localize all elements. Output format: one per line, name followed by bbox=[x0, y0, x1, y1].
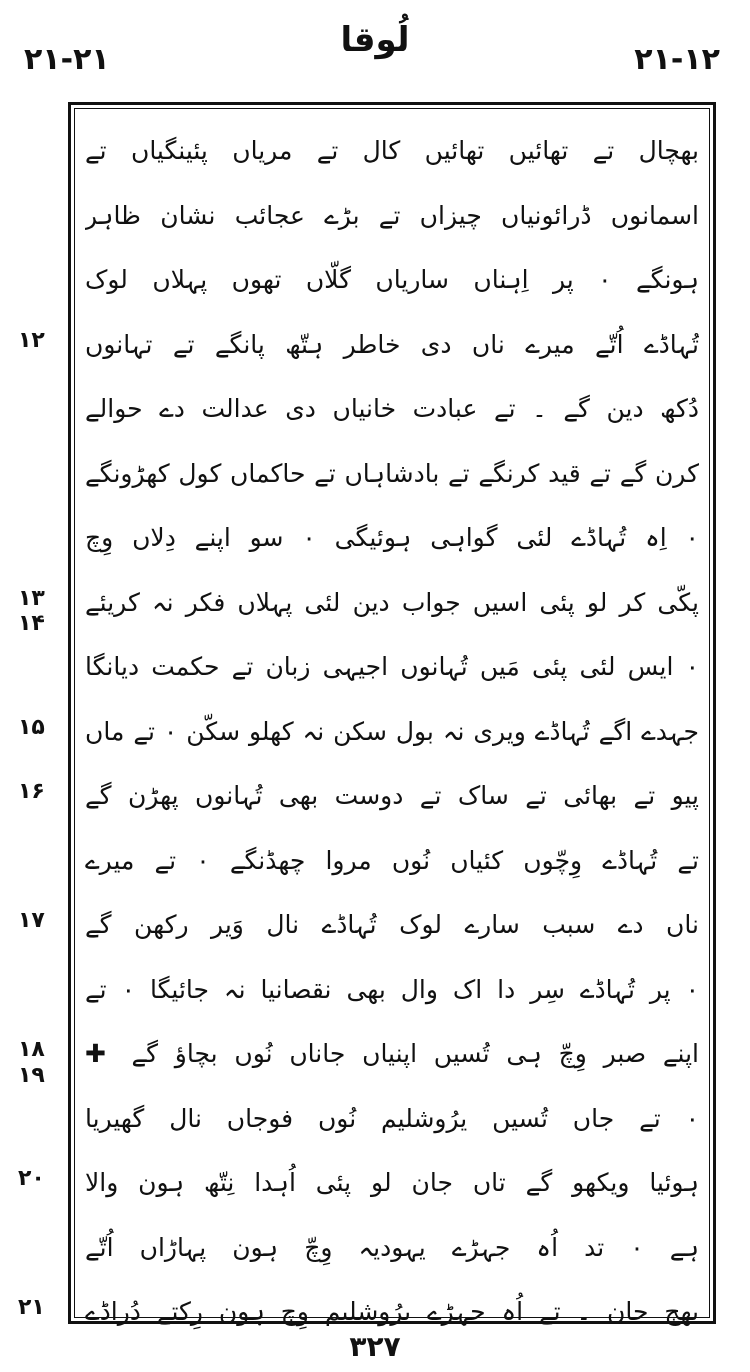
text-line: ناں دے سبب سارے لوک تُہاڈے نال وَیر رکھن گے bbox=[85, 910, 699, 939]
text-line: ہے ۰ تد اُہ جہڑے یہودیہ وِچّ ہون پہاڑاں اُتّے bbox=[85, 1232, 699, 1262]
text-line: پیو تے بھائی تے ساک تے دوست بھی تُہانوں پھڑن گے bbox=[85, 781, 699, 810]
verse-number: ۲۰ bbox=[18, 1166, 45, 1191]
text-line: پکّی کر لو پئی اسیں جواب دین لئی پہلاں فکر نہ کریئے bbox=[85, 587, 699, 617]
verse-number: ۲۱ bbox=[18, 1295, 45, 1320]
verse-number: ۱۶ bbox=[18, 779, 45, 804]
text-line: اپنے صبر وِچّ ہی تُسیں اپنیاں جاناں نُوں بچاؤ گے ✚ bbox=[85, 1039, 699, 1068]
text-line: کرن گے تے قید کرنگے تے بادشاہاں تے حاکماں کول کھڑونگے bbox=[85, 458, 699, 488]
text-line: تے تُہاڈے وِچّوں کئیاں نُوں مروا چھڈنگے ۰ تے میرے bbox=[85, 845, 699, 875]
verse-number: ۱۹ bbox=[18, 1062, 45, 1088]
chapter-range-right: ۲۱-۱۲ bbox=[634, 42, 720, 77]
verse-number: ۱۲ bbox=[18, 327, 45, 353]
text-line: ۰ ایس لئی پئی مَیں تُہانوں اجیہی زبان تے حکمت دیانگا bbox=[85, 652, 699, 681]
verse-number: ۱۵ bbox=[18, 714, 45, 740]
text-line: دُکھ دین گے ۔ تے عبادت خانیاں دی عدالت دے حوالے bbox=[85, 394, 699, 423]
text-line: ہوئیا ویکھو گے تاں جان لو پئی اُہدا نِتّھ ہون والا bbox=[85, 1168, 699, 1197]
verse-number: ۱۴ bbox=[18, 611, 45, 637]
text-line: ۰ اِہ تُہاڈے لئی گواہی ہوئیگی ۰ سو اپنے دِلاں وِچ bbox=[85, 523, 699, 552]
text-line: بھج جان ۔ تے اُہ جہڑے یرُوشلیم وِچ ہون رِکتے دُراڈے bbox=[85, 1297, 699, 1326]
text-line: اسمانوں ڈرائونیاں چیزاں تے بڑے عجائب نشان ظاہر bbox=[85, 200, 699, 230]
text-line: تُہاڈے اُتّے میرے ناں دی خاطر ہتّھ پانگے تے تہانوں bbox=[85, 329, 699, 359]
chapter-range-left: ۲۱-۲۱ bbox=[24, 42, 110, 77]
text-body bbox=[85, 119, 699, 1326]
verse-number: ۱۷ bbox=[18, 908, 45, 933]
text-line: ۰ تے جاں تُسیں یرُوشلیم نُوں فوجاں نال گھیریا bbox=[85, 1103, 699, 1133]
text-frame bbox=[68, 102, 716, 1324]
text-line: ہونگے ۰ پر اِہناں ساریاں گلّاں تھوں پہلاں لوک bbox=[85, 265, 699, 294]
book-title: لُوقا bbox=[340, 20, 410, 60]
verse-number-margin bbox=[0, 102, 66, 1324]
text-line: بھچال تے تھائیں تھائیں کال تے مریاں پئینگیاں تے bbox=[85, 136, 699, 165]
page-number: ۳۲۷ bbox=[349, 1330, 401, 1363]
text-line: جہدے اگے تُہاڈے ویری نہ بول سکن نہ کھلو سکّن ۰ تے ماں bbox=[85, 716, 699, 746]
verse-number: ۱۳ bbox=[18, 585, 45, 611]
page-header bbox=[0, 12, 750, 92]
verse-number: ۱۸ bbox=[18, 1037, 45, 1062]
text-line: ۰ پر تُہاڈے سِر دا اک وال بھی نقصانیا نہ جائیگا ۰ تے bbox=[85, 974, 699, 1004]
